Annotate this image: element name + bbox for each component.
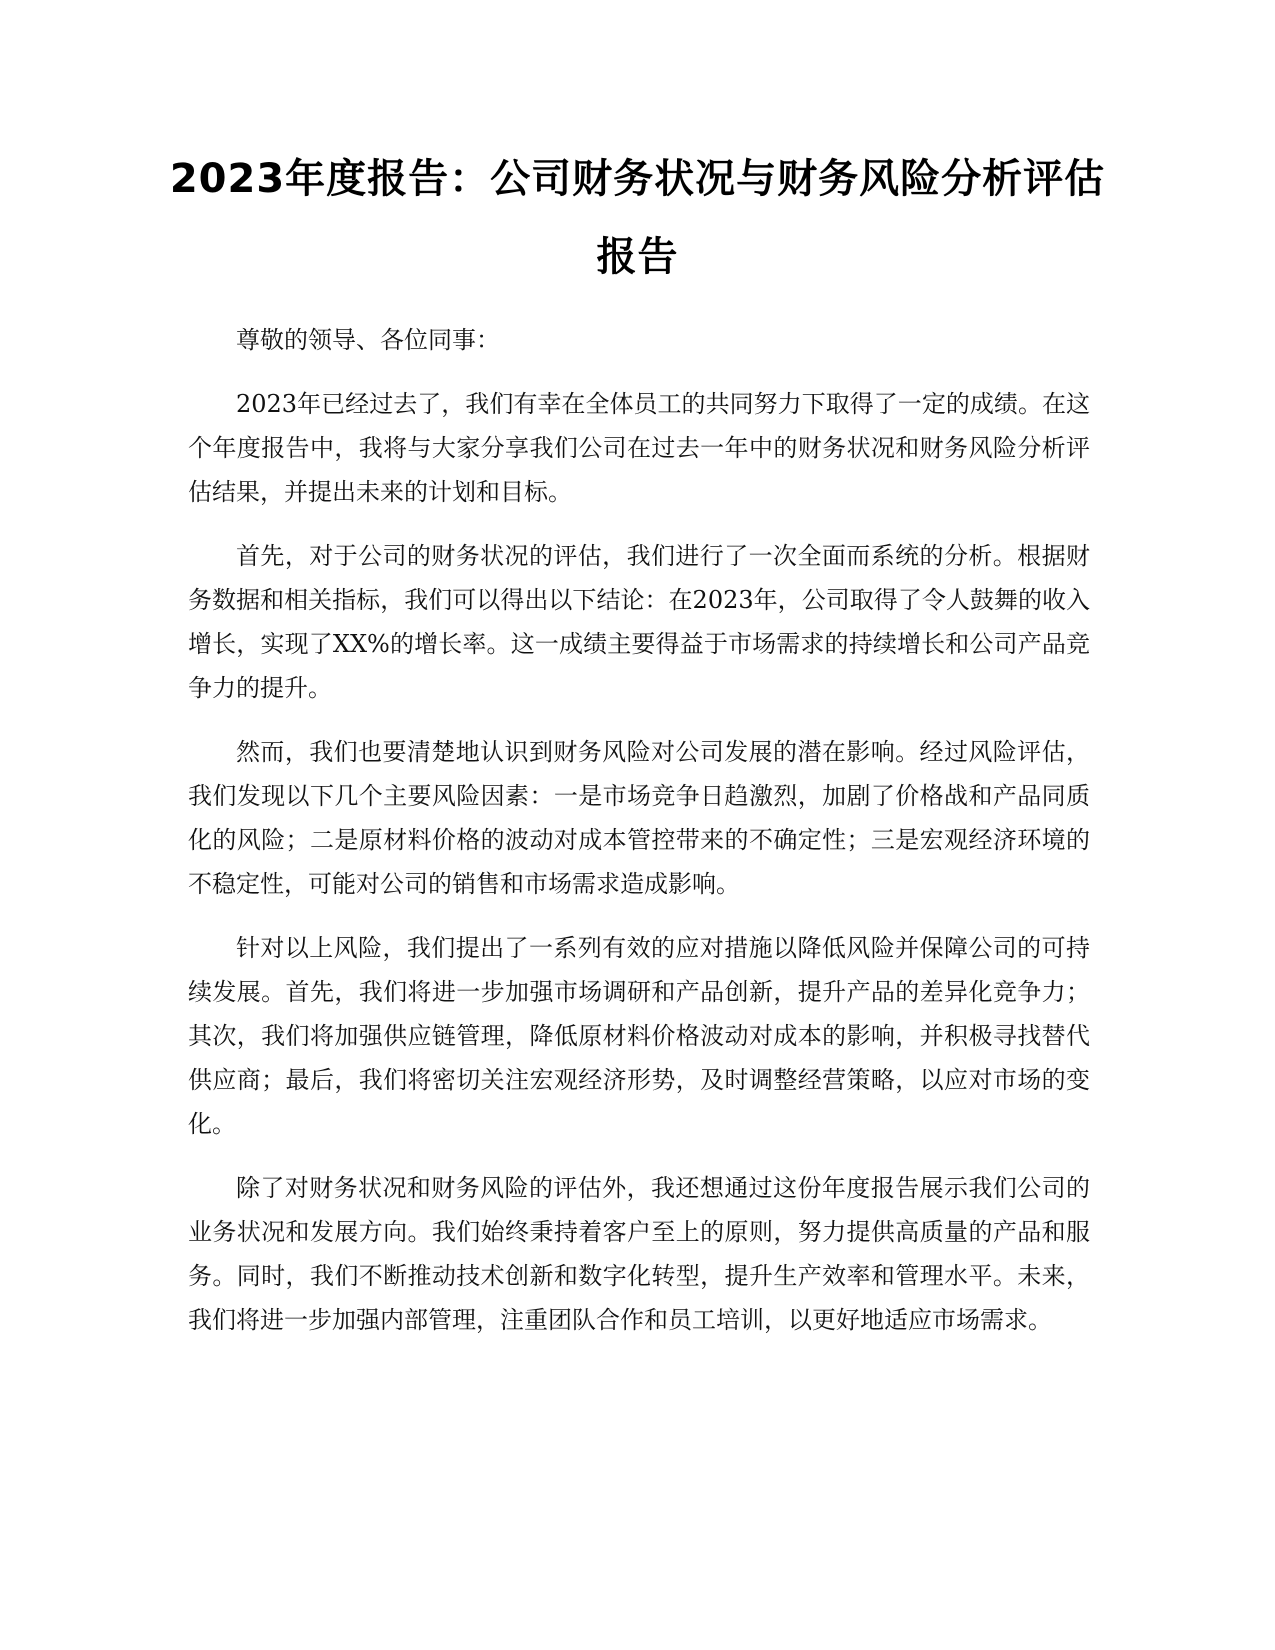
body-paragraph: 2023年已经过去了，我们有幸在全体员工的共同努力下取得了一定的成绩。在这个年度报告中，我将与大家分享我们公司在过去一年中的财务状况和财务风险分析评估结果，并提出未来的计划和目标。: [188, 390, 1090, 506]
salutation-paragraph: 尊敬的领导、各位同事：: [236, 326, 500, 354]
body-paragraph: 除了对财务状况和财务风险的评估外，我还想通过这份年度报告展示我们公司的业务状况和发展方向。我们始终秉持着客户至上的原则，努力提供高质量的产品和服务。同时，我们不断推动技术创新和数字化转型，提升生产效率和管理水平。未来，我们将进一步加强内部管理，注重团队合作和员工培训，以更好地适应市场需求。: [188, 1174, 1090, 1334]
document-body: [188, 318, 1090, 1362]
body-paragraph: 针对以上风险，我们提出了一系列有效的应对措施以降低风险并保障公司的可持续发展。首先，我们将进一步加强市场调研和产品创新，提升产品的差异化竞争力；其次，我们将加强供应链管理，降低原材料价格波动对成本的影响，并积极寻找替代供应商；最后，我们将密切关注宏观经济形势，及时调整经营策略，以应对市场的变化。: [188, 934, 1090, 1138]
body-paragraph: 然而，我们也要清楚地认识到财务风险对公司发展的潜在影响。经过风险评估，我们发现以下几个主要风险因素：一是市场竞争日趋激烈，加剧了价格战和产品同质化的风险；二是原材料价格的波动对成本管控带来的不确定性；三是宏观经济环境的不稳定性，可能对公司的销售和市场需求造成影响。: [188, 738, 1090, 898]
body-paragraph: 首先，对于公司的财务状况的评估，我们进行了一次全面而系统的分析。根据财务数据和相关指标，我们可以得出以下结论：在2023年，公司取得了令人鼓舞的收入增长，实现了XX%的增长率。这一成绩主要得益于市场需求的持续增长和公司产品竞争力的提升。: [188, 542, 1090, 702]
document-title: 2023年度报告：公司财务状况与财务风险分析评估报告: [169, 156, 1106, 280]
